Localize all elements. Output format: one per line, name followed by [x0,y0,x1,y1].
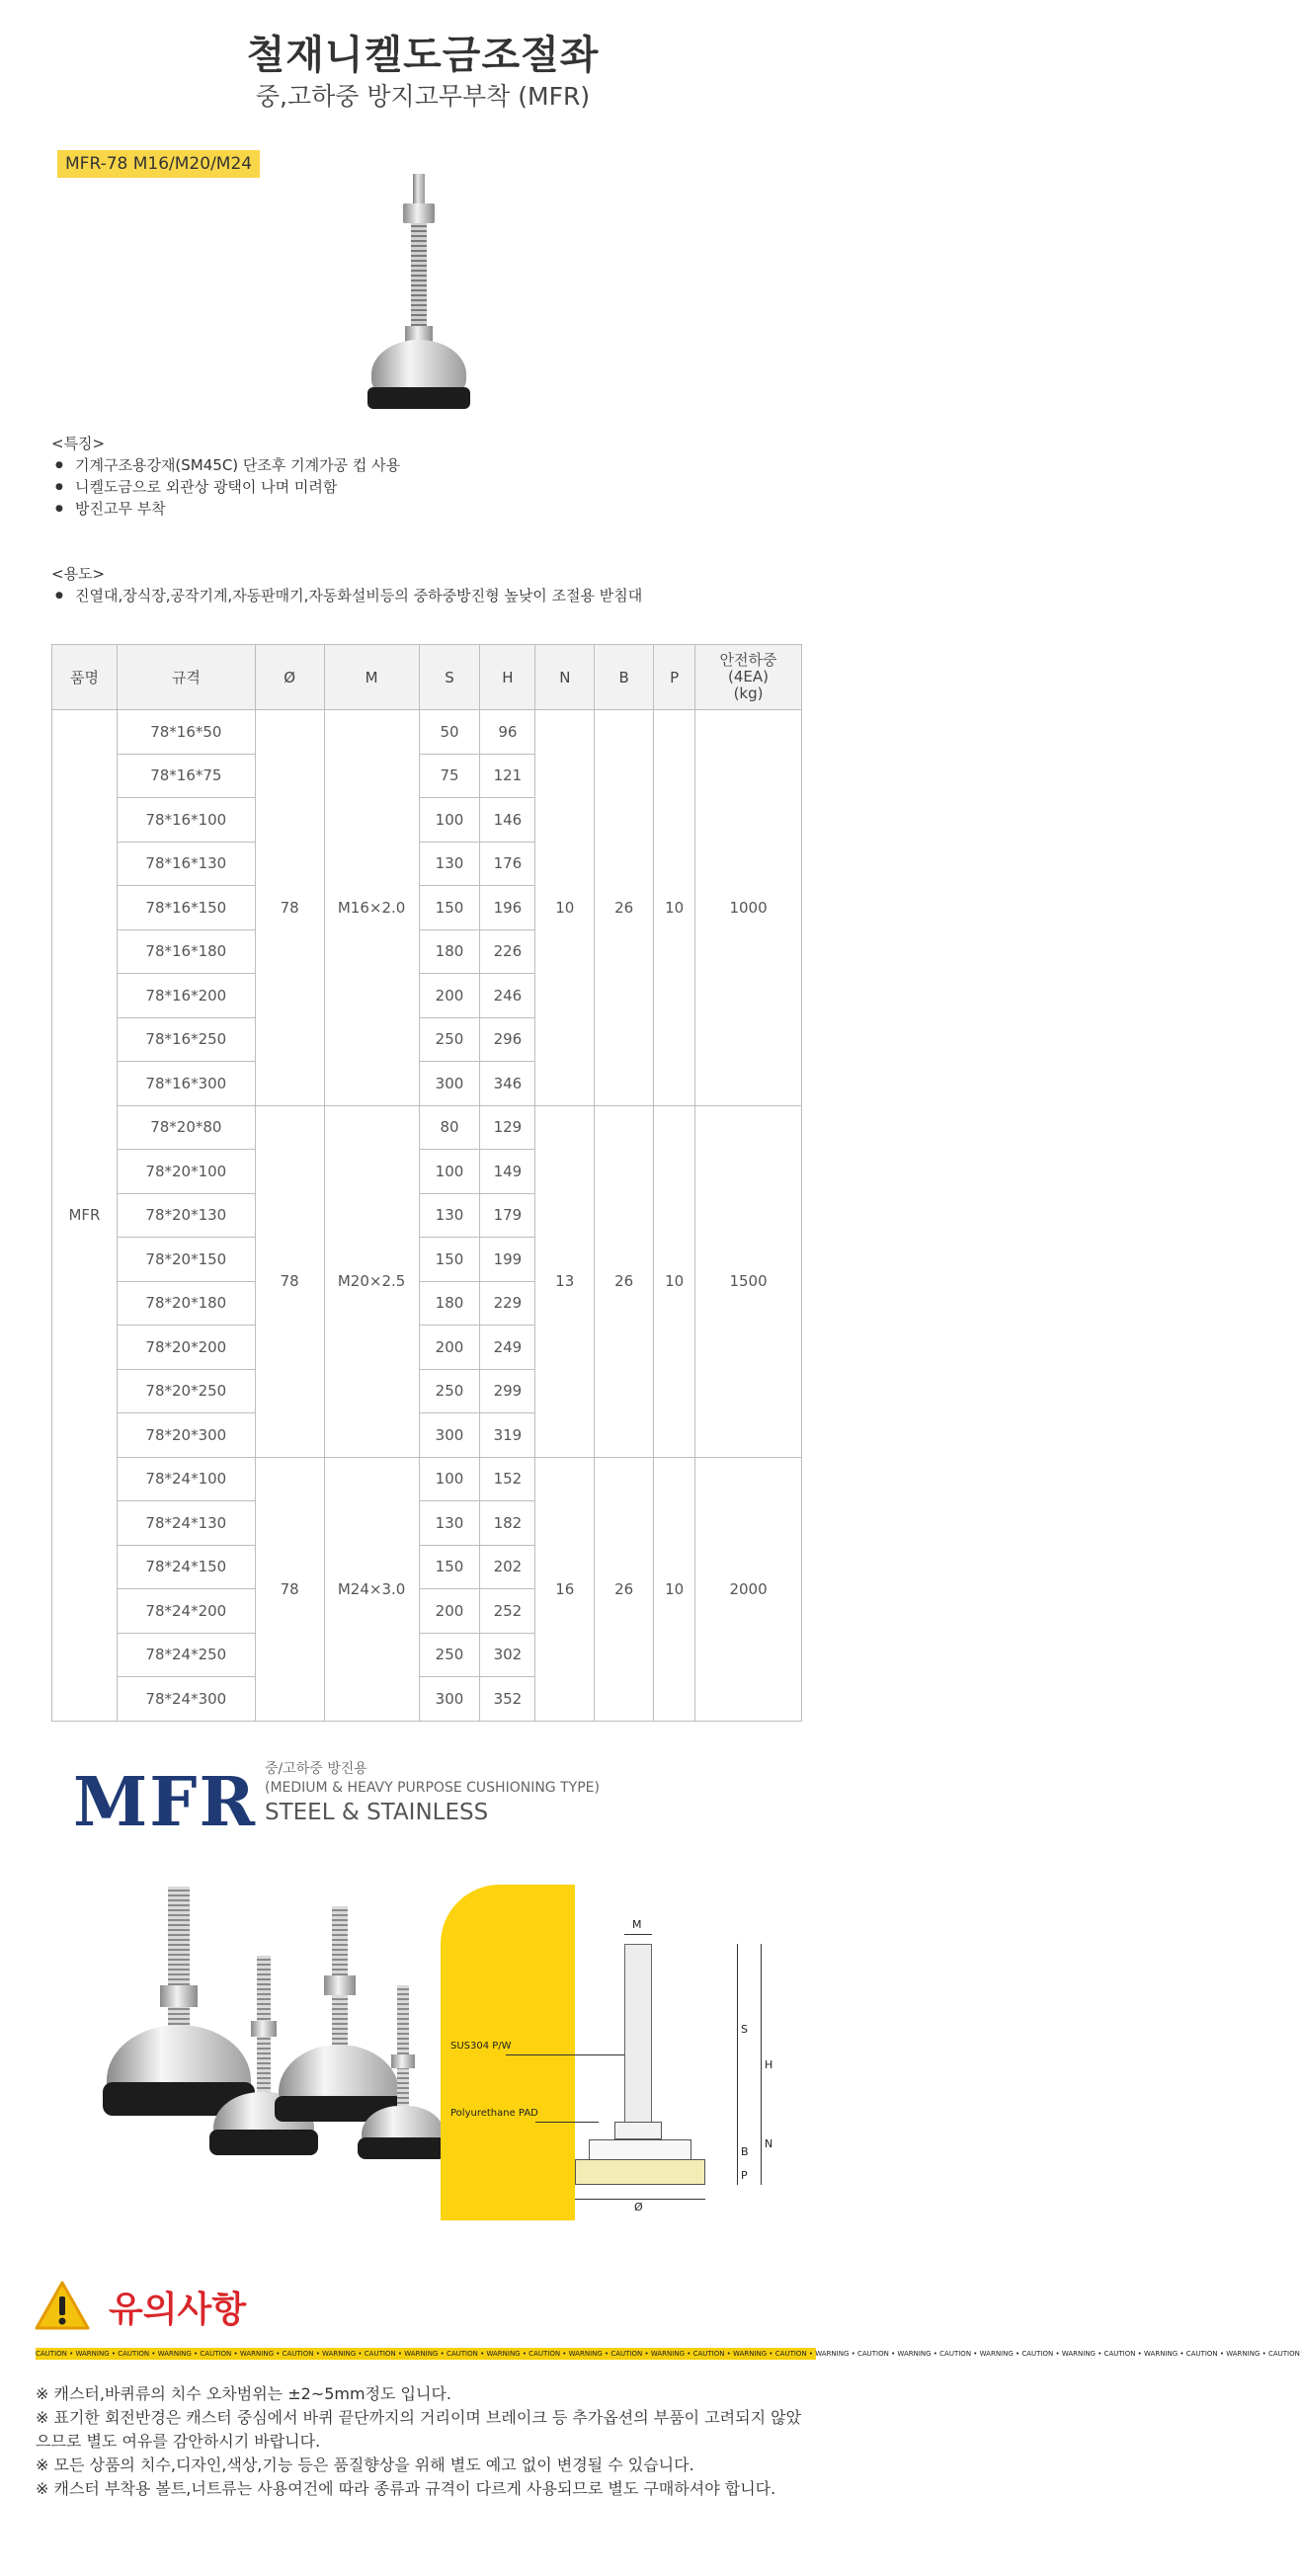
cell-spec: 78*20*150 [117,1238,255,1282]
diagram-nut [614,2122,662,2139]
cell-m: M24×3.0 [324,1457,419,1721]
warning-icon [34,2280,91,2331]
cell-spec: 78*20*200 [117,1326,255,1370]
page-title: 철재니켈도금조절좌 [246,33,600,78]
features-list [55,454,400,520]
cell-h: 229 [480,1281,535,1326]
cell-m: M16×2.0 [324,710,419,1106]
cell-spec: 78*20*130 [117,1193,255,1238]
dimension-diagram [441,1885,810,2220]
cell-n: 13 [535,1105,595,1457]
cell-spec: 78*20*180 [117,1281,255,1326]
cell-spec: 78*24*250 [117,1633,255,1677]
note-item: ※ 캐스터,바퀴류의 치수 오차범위는 ±2~5mm정도 입니다. [36,2384,452,2403]
diagram-pad [575,2159,705,2185]
cell-spec: 78*24*150 [117,1545,255,1589]
cell-s: 250 [419,1633,480,1677]
cell-diameter: 78 [255,710,324,1106]
product-image [346,158,494,415]
nut-icon [403,203,435,223]
dim-b: B [741,2145,749,2158]
cell-h: 226 [480,929,535,974]
cell-m: M20×2.5 [324,1105,419,1457]
cell-h: 176 [480,842,535,886]
cell-n: 10 [535,710,595,1106]
cell-b: 26 [595,1457,654,1721]
mfr-logo: MFR [73,1763,258,1842]
col-header: M [324,645,419,710]
cell-s: 180 [419,1281,480,1326]
cell-h: 249 [480,1326,535,1370]
cell-spec: 78*24*100 [117,1457,255,1501]
page-subtitle: 중,고하중 방지고무부착 (MFR) [255,82,591,111]
dim-n: N [765,2137,773,2150]
model-tag: MFR-78 M16/M20/M24 [57,150,260,178]
note-item: ※ 캐스터 부착용 볼트,너트류는 사용여건에 따라 종류과 규격이 다르게 사용되므로 별도 구매하셔야 합니다. [36,2479,776,2498]
uses-list [55,585,642,606]
cell-h: 352 [480,1677,535,1722]
cell-load: 2000 [695,1457,802,1721]
cell-load: 1500 [695,1105,802,1457]
cell-load: 1000 [695,710,802,1106]
cell-spec: 78*24*200 [117,1589,255,1634]
list-item: ● 방진고무 부착 [55,498,400,520]
table-row [52,1457,802,1501]
cell-product-name: MFR [52,710,118,1722]
cell-s: 300 [419,1062,480,1106]
col-header: B [595,645,654,710]
cell-p: 10 [654,1105,695,1457]
cell-spec: 78*20*300 [117,1413,255,1458]
col-header: S [419,645,480,710]
cell-n: 16 [535,1457,595,1721]
note-item: ※ 표기한 회전반경은 캐스터 중심에서 바퀴 끝단까지의 거리이며 브레이크 등 추가옵션의 부품이 고려되지 않았으므로 별도 여유를 감안하시기 바랍니다. [36,2408,802,2451]
cell-s: 100 [419,798,480,843]
cell-s: 200 [419,1326,480,1370]
label-pad: Polyurethane PAD [450,2108,538,2119]
dim-p: P [741,2169,748,2182]
list-item: ● 니켈도금으로 외관상 광택이 나며 미려함 [55,476,400,498]
cell-s: 100 [419,1457,480,1501]
uses-heading: <용도> [51,565,106,583]
cell-p: 10 [654,1457,695,1721]
list-item: ● 진열대,장식장,공작기계,자동판매기,자동화설비등의 중하중방진형 높낮이 조절용 받침대 [55,585,642,606]
cell-s: 50 [419,710,480,755]
cell-h: 319 [480,1413,535,1458]
cell-spec: 78*16*300 [117,1062,255,1106]
note-item: ※ 모든 상품의 치수,디자인,색상,기능 등은 품질향상을 위해 별도 예고 없이 변경될 수 있습니다. [36,2455,694,2474]
col-header: 품명 [52,645,118,710]
table-header-row [52,645,802,710]
cell-h: 252 [480,1589,535,1634]
caution-title: 유의사항 [109,2290,247,2330]
list-item: ● 기계구조용강재(SM45C) 단조후 기계가공 컵 사용 [55,454,400,476]
dim-h: H [765,2058,773,2071]
cell-h: 196 [480,886,535,930]
col-header: H [480,645,535,710]
cell-b: 26 [595,710,654,1106]
spec-table [51,644,802,1722]
caution-notes [36,2382,816,2501]
cell-spec: 78*16*150 [117,886,255,930]
cell-s: 130 [419,842,480,886]
cell-diameter: 78 [255,1457,324,1721]
banner-line3: STEEL & STAINLESS [265,1800,489,1825]
cell-h: 96 [480,710,535,755]
features-heading: <특징> [51,435,106,452]
cell-spec: 78*16*100 [117,798,255,843]
col-header: Ø [255,645,324,710]
cell-spec: 78*20*250 [117,1369,255,1413]
cell-h: 152 [480,1457,535,1501]
cell-spec: 78*20*80 [117,1105,255,1150]
dim-m: M [632,1918,642,1931]
cell-s: 300 [419,1677,480,1722]
cell-spec: 78*16*200 [117,974,255,1018]
cell-s: 200 [419,974,480,1018]
cell-h: 121 [480,754,535,798]
cell-s: 130 [419,1193,480,1238]
cell-spec: 78*16*250 [117,1017,255,1062]
cell-h: 182 [480,1501,535,1546]
cell-s: 300 [419,1413,480,1458]
cell-spec: 78*16*50 [117,710,255,755]
product-group-image [91,1877,447,2173]
cell-h: 199 [480,1238,535,1282]
cell-spec: 78*16*130 [117,842,255,886]
cell-h: 246 [480,974,535,1018]
cell-b: 26 [595,1105,654,1457]
cell-h: 179 [480,1193,535,1238]
cell-h: 346 [480,1062,535,1106]
cell-h: 299 [480,1369,535,1413]
cell-s: 250 [419,1017,480,1062]
cell-h: 302 [480,1633,535,1677]
cell-spec: 78*24*300 [117,1677,255,1722]
cell-h: 296 [480,1017,535,1062]
label-sus304: SUS304 P/W [450,2041,512,2052]
table-row [52,710,802,755]
cell-spec: 78*16*180 [117,929,255,974]
col-header: N [535,645,595,710]
cell-h: 202 [480,1545,535,1589]
cell-spec: 78*20*100 [117,1150,255,1194]
col-header: 규격 [117,645,255,710]
dim-s: S [741,2023,748,2036]
cell-p: 10 [654,710,695,1106]
cell-spec: 78*24*130 [117,1501,255,1546]
banner-line1: 중/고하중 방진용 [265,1761,367,1777]
diagram-base [589,2139,691,2161]
cell-h: 129 [480,1105,535,1150]
cell-h: 146 [480,798,535,843]
cell-s: 80 [419,1105,480,1150]
col-header: P [654,645,695,710]
cell-spec: 78*16*75 [117,754,255,798]
dim-diameter: Ø [634,2201,643,2214]
cell-s: 250 [419,1369,480,1413]
banner-line2: (MEDIUM & HEAVY PURPOSE CUSHIONING TYPE) [265,1780,600,1796]
cell-s: 150 [419,1238,480,1282]
col-header: 안전하중 (4EA) (kg) [695,645,802,710]
cell-h: 149 [480,1150,535,1194]
cell-s: 200 [419,1589,480,1634]
caution-tape: CAUTION • WARNING • CAUTION • WARNING • CAUTION • WARNING • CAUTION • WARNING • CAUTION • WARNING • CAUTION • WARNING • CAUTION • WARNING • CAUTION • WARNING • CAUTION • WARNING • CAUTION • WARNING • CAUTION • WARNING • CAUTION • WARNING • CAUTION • WARNING • CAUTION • WARNING • CAUTION • WARNING • CAUTION [36,2350,1300,2358]
cell-diameter: 78 [255,1105,324,1457]
cell-s: 150 [419,1545,480,1589]
diagram-bolt [624,1944,652,2124]
cell-s: 100 [419,1150,480,1194]
cell-s: 150 [419,886,480,930]
table-row [52,1105,802,1150]
cell-s: 180 [419,929,480,974]
cell-s: 130 [419,1501,480,1546]
cell-s: 75 [419,754,480,798]
